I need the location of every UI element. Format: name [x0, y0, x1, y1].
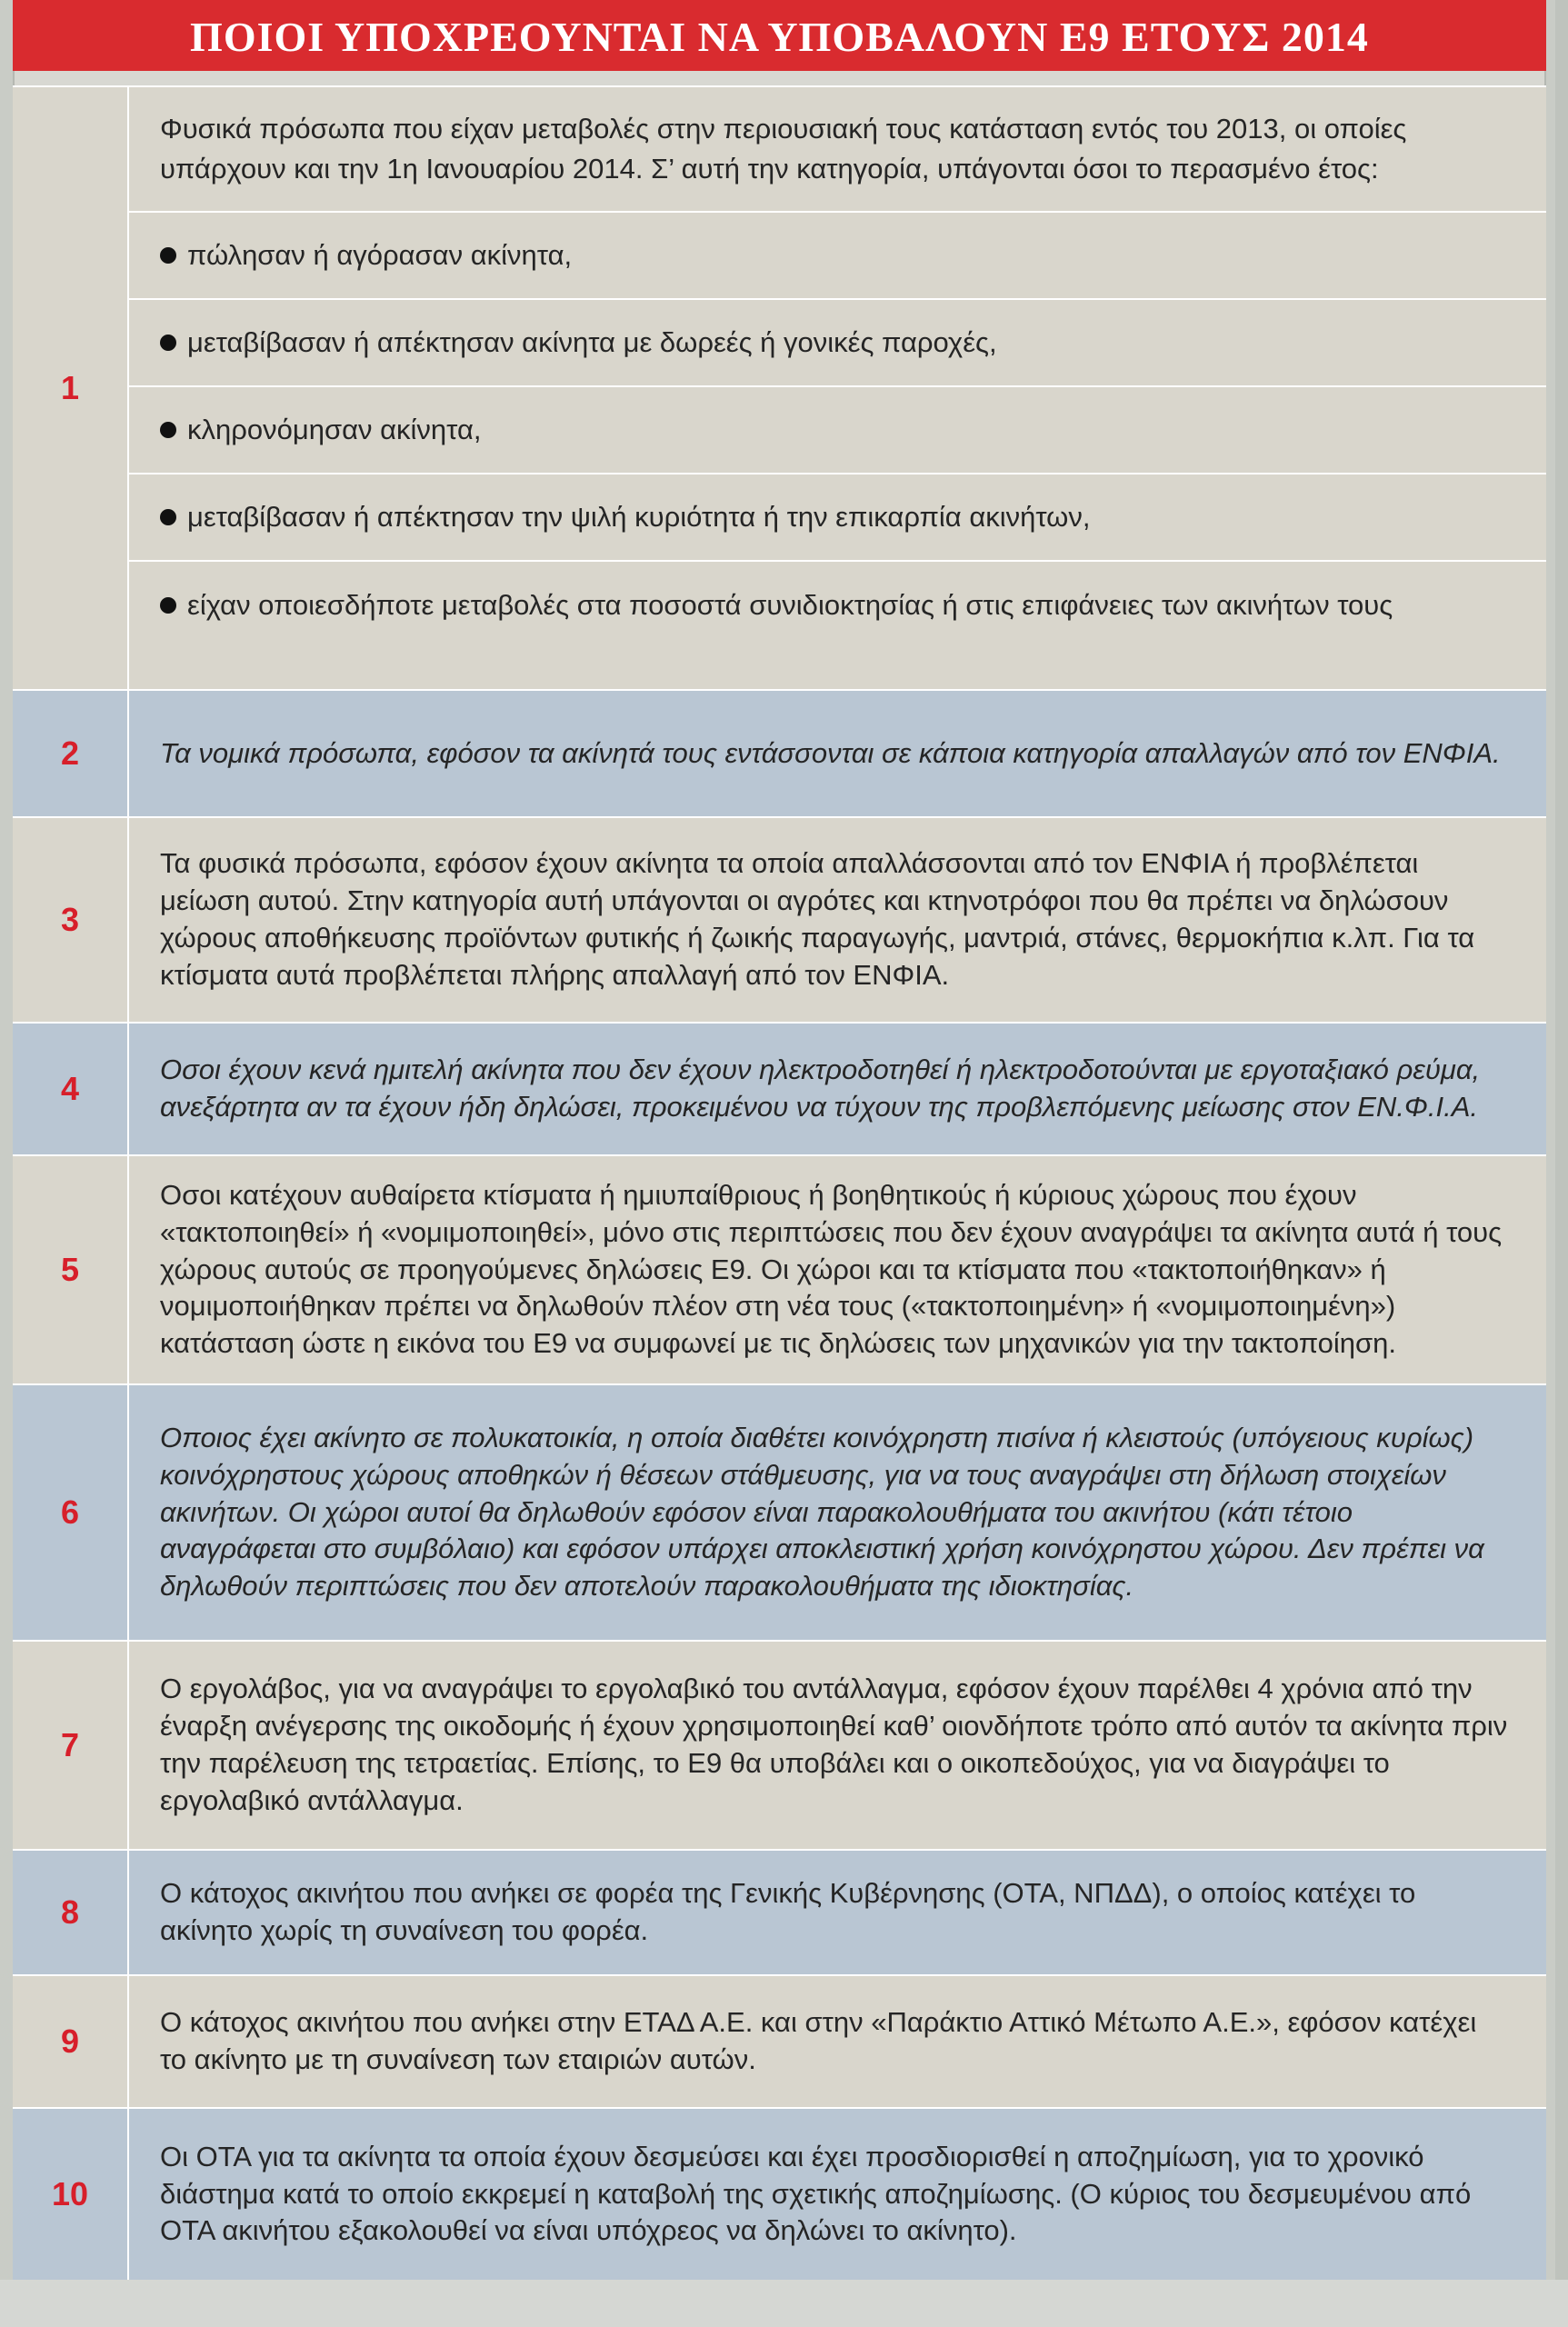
row-text: [129, 2109, 1546, 2280]
table-row: [13, 85, 1546, 689]
row-number: 8: [13, 1851, 129, 1974]
table-row: [13, 689, 1546, 816]
table-row: [13, 1974, 1546, 2107]
row-paragraph: Τα φυσικά πρόσωπα, εφόσον έχουν ακίνητα τα οποία απαλλάσσονται από τον ΕΝΦΙΑ ή προβλέπεται μείωση αυτού. Στην κατηγορία αυτή υπάγονται οι αγρότες και κτηνοτρόφοι που θα πρέπει να δηλώσουν χώρους αποθήκευσης προϊόντων φυτικής ή ζωικής παραγωγής, μαντριά, στάνες, θερμοκήπια κ.λπ. Για τα κτίσματα αυτά προβλέπεται πλήρης απαλλαγή από τον ΕΝΦΙΑ.: [160, 847, 1475, 991]
table-row: [13, 2107, 1546, 2280]
row-text: [129, 1976, 1546, 2107]
list-item: [129, 387, 1546, 474]
row-number: 7: [13, 1642, 129, 1849]
row-number: 1: [13, 87, 129, 689]
list-item: [129, 213, 1546, 300]
intro-paragraph: Φυσικά πρόσωπα που είχαν μεταβολές στην περιουσιακή τους κατάσταση εντός του 2013, οι οποίες υπάρχουν και την 1η Ιανουαρίου 2014. Σ’ αυτή την κατηγορία, υπάγονται όσοι το περασμένο έτος:: [160, 112, 1407, 185]
row-paragraph: Ο εργολάβος, για να αναγράψει το εργολαβικό του αντάλλαγμα, εφόσον έχουν παρέλθει 4 χρόνια από την έναρξη ανέγερσης της οικοδομής ή έχουν χρησιμοποιηθεί καθ’ οιονδήποτε τρόπο από αυτόν τα ακίνητα πριν την παρέλευση της τετραετίας. Επίσης, το Ε9 θα υποβάλει και ο οικοπεδούχος, για να διαγράψει το εργολαβικό αντάλλαγμα.: [160, 1673, 1508, 1816]
obligation-table: [13, 85, 1546, 2280]
row-number: 4: [13, 1024, 129, 1154]
table-row: [13, 1022, 1546, 1154]
row-paragraph: Οσοι έχουν κενά ημιτελή ακίνητα που δεν έχουν ηλεκτροδοτηθεί ή ηλεκτροδοτούνται με εργοταξιακό ρεύμα, ανεξάρτητα αν τα έχουν ήδη δηλώσει, προκειμένου να τύχουν της προβλεπόμενης μείωσης στον ΕΝ.Φ.Ι.Α.: [160, 1054, 1481, 1123]
row-number: 3: [13, 818, 129, 1022]
list-item: [129, 300, 1546, 387]
row-paragraph: Ο κάτοχος ακινήτου που ανήκει στην ΕΤΑΔ Α.Ε. και στην «Παράκτιο Αττικό Μέτωπο Α.Ε.», εφόσον κατέχει το ακίνητο με τη συναίνεση των εταιριών αυτών.: [160, 2006, 1477, 2075]
bullet-icon: [160, 422, 176, 438]
document-page: [13, 0, 1546, 2280]
bullet-text: μεταβίβασαν ή απέκτησαν ακίνητα με δωρεές ή γονικές παροχές,: [187, 326, 997, 358]
list-item: [129, 562, 1546, 649]
row-paragraph: Οποιος έχει ακίνητο σε πολυκατοικία, η οποία διαθέτει κοινόχρηστη πισίνα ή κλειστούς (υπόγειους κυρίως) κοινόχρηστους χώρους αποθηκών ή θέσεων στάθμευσης, για να τους αναγράψει στη δήλωση στοιχείων ακινήτων. Οι χώροι αυτοί θα δηλωθούν εφόσον είναι παρακολουθήματα του ακινήτου (κάτι τέτοιο αναγράφεται στο συμβόλαιο) και εφόσον υπάρχει αποκλειστική χρήση κοινόχρηστου χώρου. Δεν πρέπει να δηλωθούν περιπτώσεις που δεν αποτελούν παρακολουθήματα της ιδιοκτησίας.: [160, 1421, 1484, 1603]
row-paragraph: Οι ΟΤΑ για τα ακίνητα τα οποία έχουν δεσμεύσει και έχει προσδιορισθεί η αποζημίωση, για το χρονικό διάστημα κατά το οποίο εκκρεμεί η καταβολή της σχετικής αποζημίωσης. (Ο κύριος του δεσμευμένου από ΟΤΑ ακινήτου εξακολουθεί να είναι υπόχρεος να δηλώνει το ακίνητο).: [160, 2140, 1472, 2247]
row-paragraph: Τα νομικά πρόσωπα, εφόσον τα ακίνητά τους εντάσσονται σε κάποια κατηγορία απαλλαγών από τον ΕΝΦΙΑ.: [160, 736, 1501, 769]
row-text: [129, 1024, 1546, 1154]
bullet-icon: [160, 597, 176, 614]
row-content: [129, 87, 1546, 689]
page-bottom-edge: [0, 2280, 1568, 2327]
row-number: 9: [13, 1976, 129, 2107]
row-paragraph: Οσοι κατέχουν αυθαίρετα κτίσματα ή ημιυπαίθριους ή βοηθητικούς ή κύριους χώρους που έχουν «τακτοποιηθεί» ή «νομιμοποιηθεί», μόνο στις περιπτώσεις που δεν έχουν αναγράψει τα ακίνητα αυτά ή τους χώρους αυτούς σε προηγούμενες δηλώσεις Ε9. Οι χώροι και τα κτίσματα που «τακτοποιήθηκαν» ή νομιμοποιήθηκαν πρέπει να δηλωθούν πλέον στη νέα τους («τακτοποιημένη» ή «νομιμοποιημένη») κατάσταση ώστε η εικόνα του Ε9 να συμφωνεί με τις δηλώσεις των μηχανικών για την τακτοποίηση.: [160, 1178, 1503, 1360]
row-text: [129, 1642, 1546, 1849]
bullet-icon: [160, 509, 176, 525]
bullet-text: μεταβίβασαν ή απέκτησαν την ψιλή κυριότητα ή την επικαρπία ακινήτων,: [187, 501, 1091, 533]
row-text: [129, 1851, 1546, 1974]
bullet-text: κληρονόμησαν ακίνητα,: [187, 414, 482, 445]
list-item: [129, 474, 1546, 562]
bullet-text: πώλησαν ή αγόρασαν ακίνητα,: [187, 239, 573, 271]
page-title: ΠΟΙΟΙ ΥΠΟΧΡΕΟΥΝΤΑΙ ΝΑ ΥΠΟΒΑΛΟΥΝ Ε9 ΕΤΟΥΣ 2014: [13, 0, 1546, 71]
row-paragraph: Ο κάτοχος ακινήτου που ανήκει σε φορέα της Γενικής Κυβέρνησης (ΟΤΑ, ΝΠΔΔ), ο οποίος κατέχει το ακίνητο χωρίς τη συναίνεση του φορέα.: [160, 1877, 1416, 1946]
table-row: [13, 1849, 1546, 1974]
row-number: 2: [13, 691, 129, 816]
page-edge: [1555, 0, 1568, 2280]
bullet-icon: [160, 247, 176, 264]
row-text: [129, 691, 1546, 816]
row-number: 6: [13, 1385, 129, 1640]
table-row: [13, 1154, 1546, 1383]
row-number: 10: [13, 2109, 129, 2280]
row-number: 5: [13, 1156, 129, 1383]
table-row: [13, 816, 1546, 1022]
row-intro-text: [129, 87, 1546, 213]
row-text: [129, 1156, 1546, 1383]
bullet-icon: [160, 335, 176, 351]
table-row: [13, 1640, 1546, 1849]
bullet-text: είχαν οποιεσδήποτε μεταβολές στα ποσοστά συνιδιοκτησίας ή στις επιφάνειες των ακινήτων τους: [187, 589, 1393, 621]
row-text: [129, 1385, 1546, 1640]
row-text: [129, 818, 1546, 1022]
table-row: [13, 1383, 1546, 1640]
